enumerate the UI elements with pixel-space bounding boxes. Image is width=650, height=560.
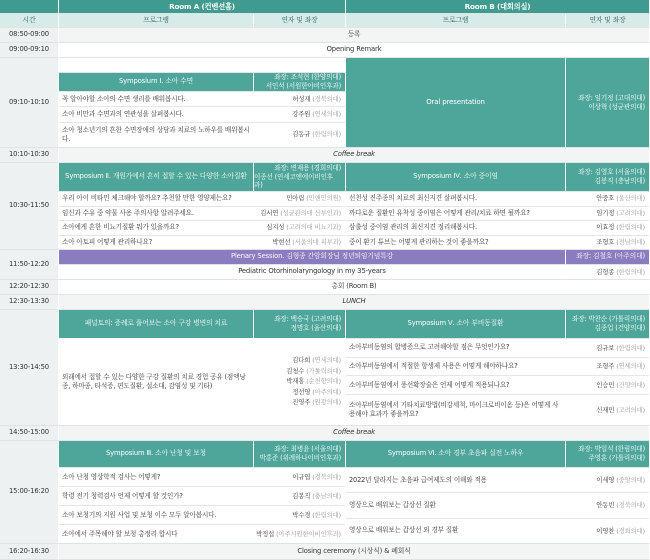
panelist: 박재홍 (순천향의대): [286, 377, 341, 386]
room-a-speaker-header: 연자 및 좌장: [254, 14, 346, 28]
talk-title: 소아에서 주목해야 할 보청 총정리 합시다: [62, 529, 178, 538]
talk-speaker: 안동빈 (경북의대): [596, 501, 645, 510]
chair: 서인석 (서원한아비인후과): [265, 81, 341, 90]
panelists: [254, 338, 345, 425]
talk-row: [59, 524, 345, 543]
talk-speaker: 김서연 (성균관의대 산부인과): [260, 208, 341, 217]
spacer: [59, 58, 346, 73]
time-header-blank: [0, 0, 59, 14]
talk-row: [346, 338, 649, 357]
talk-row: [59, 206, 345, 221]
time-cell: 12:30-13:30: [0, 295, 59, 310]
talk-title: 소아 난청 영상학적 검사는 어떻게?: [62, 472, 161, 481]
time-cell: 11:50-12:20: [0, 250, 59, 280]
talk-speaker: 김규보 (한림의대): [596, 343, 645, 352]
oral-presentation: Oral presentation: [346, 58, 566, 148]
oral-chairs: [566, 58, 650, 148]
chair: 박홍준 (위례하나이비인후과): [259, 454, 341, 462]
coffee-break-row: Coffee break: [59, 148, 650, 163]
time-cell: 14:50-15:00: [0, 426, 59, 441]
session-title: Symposium Ⅴ. 소아 부비동질환: [346, 310, 566, 338]
room-b-header: Room B (대회의실): [346, 0, 650, 14]
session-header: [59, 163, 345, 191]
chair: 좌장: 조석현 (한양의대): [274, 73, 341, 81]
talk-title: 우리 아이 비타민 체크해야 할까요? 추천할 만한 영양제는요?: [62, 194, 232, 203]
talk-title: 영상으로 배워보는 갑상선 질환: [349, 501, 436, 510]
talk-title: 선천성 진주종의 치료의 최신지견 살펴봅시다.: [349, 194, 477, 203]
talk-speaker: 김봉직 (충남의대): [292, 491, 341, 500]
talk-row: [59, 220, 345, 235]
lunch-row: LUNCH: [59, 295, 650, 310]
session-title: Symposium Ⅳ. 소아 중이염: [346, 163, 566, 191]
talk-speaker: 김동규 (한림의대): [292, 130, 341, 139]
session-header: [59, 310, 345, 338]
talk-speaker: 인승민 (건양의대): [596, 380, 645, 389]
plenary-session-title: Plenary Session. 김형종 간암회장님 정년퇴임기념특강: [59, 250, 566, 265]
talk-speaker: 이영찬 (경희의대): [596, 526, 645, 535]
session-header: [346, 441, 649, 467]
chair: 좌장: 백승국 (고려의대): [274, 315, 341, 324]
room-b-speaker-header: 연자 및 좌장: [566, 14, 650, 28]
session-chairs: [254, 310, 345, 338]
opening-remark-row: Opening Remark: [59, 43, 650, 58]
panelist: 정선영 (아주의대): [292, 387, 341, 396]
symposium-4: [346, 163, 650, 250]
talk-title: 소아부비동염의 합병증으로 고려해야할 점은 무엇인가요?: [349, 343, 510, 352]
talk-speaker: 조형주 (연세의대): [596, 362, 645, 371]
talk-row: [346, 492, 649, 517]
chair: 김봉직 (충남의대): [594, 177, 645, 185]
session-header: [59, 73, 345, 91]
talk-row: [59, 122, 345, 147]
symposium-5: [346, 310, 650, 426]
talk-row: [59, 467, 345, 486]
talk-title: 소아에게 흔한 비뇨기질환 뭐가 있을까요?: [62, 223, 179, 232]
time-cell: 16:20-16:30: [0, 544, 59, 560]
talk-speaker: 조형호 (전남의대): [596, 237, 645, 246]
talk-title: 영상으로 배워보는 갑상선 외 경부 질환: [349, 526, 459, 535]
time-cell: 10:30-11:50: [0, 163, 59, 250]
coffee-break-row: Coffee break: [59, 426, 650, 441]
talk-row: [59, 191, 345, 206]
general-meeting-row: 총회 (Room B): [59, 280, 650, 295]
talk-row: [346, 220, 649, 235]
talk-title: 소아 아토피 어떻게 관리하나요?: [62, 237, 153, 246]
talk-row: [346, 235, 649, 250]
symposium-1: [59, 73, 346, 148]
talk-title: 소아부비동염에서 풍선확장술은 언제 어떻게 적용되나요?: [349, 380, 510, 389]
plenary-chair: 좌장: 김철호 (아주의대): [566, 250, 650, 265]
chair: 주영훈 (가톨릭의대): [588, 454, 645, 462]
time-cell: 09:10-10:10: [0, 58, 59, 148]
panelist: 진영주 (원광의대): [292, 398, 341, 407]
talk-title: 중이 환기 튜브는 어떻게 관리하는 것이 좋을까요?: [349, 237, 489, 246]
talk-speaker: 심지성 (고려의대 비뇨기과): [266, 223, 341, 232]
panel-discussion: [59, 310, 346, 426]
talk-title: 소아 비만과 수면과의 연관성을 살펴봅시다.: [62, 109, 184, 118]
chair: 좌장: 박찬순 (가톨릭의대): [571, 315, 645, 324]
time-header: 시간: [0, 14, 59, 28]
panel-description: 외래에서 접할 수 있는 다양한 구강 질환의 치료 경험 공유 (점액낭종, 하마종, 타석증, 편도질환, 설소대, 감염성 및 기타): [62, 372, 246, 390]
talk-speaker: 박수경 (한림의대): [292, 510, 341, 519]
session-chairs: [254, 163, 345, 191]
panelist: 김다희 (연세의대): [292, 356, 341, 365]
session-title: Symposium Ⅰ. 소아 수면: [59, 73, 254, 91]
chair: 좌장: 박일석 (한림의대): [578, 445, 645, 454]
talk-speaker: 안중호 (울산의대): [596, 194, 645, 203]
room-a-program-header: 프로그램: [59, 14, 254, 28]
talk-speaker: 이규엽 (경북의대): [292, 472, 341, 481]
session-chairs: [566, 310, 649, 338]
talk-row: [346, 518, 649, 543]
talk-row: [346, 394, 649, 425]
talk-speaker: 박현선 (서울의대 피부과): [272, 237, 341, 246]
talk-speaker: 허성재 (경북의대): [292, 94, 341, 103]
talk-speaker: 박정섭 (아주시원한이비인후과): [256, 529, 341, 538]
closing-ceremony-row: Closing ceremony (시상식) & 폐회식: [59, 544, 650, 560]
talk-row: [59, 91, 345, 106]
session-title: Symposium Ⅵ. 소아 경부 초음파 실전 노하우: [346, 441, 566, 467]
talk-row: [346, 191, 649, 206]
session-title: Symposium Ⅱ. 개원가에서 흔히 접할 수 있는 다양한 소아질환: [59, 163, 254, 191]
session-chairs: [254, 441, 345, 467]
talk-title: 꼭 알아야할 소아의 수면 생리를 배워봅시다.: [62, 94, 186, 103]
session-chairs: [566, 441, 649, 467]
session-title: Symposium Ⅲ. 소아 난청 및 보청: [59, 441, 254, 467]
symposium-3: [59, 441, 346, 544]
time-cell: 12:20-12:30: [0, 280, 59, 295]
talk-row: [59, 235, 345, 250]
talk-speaker: 이세영 (중앙의대): [596, 475, 645, 484]
chair: 좌장: 김영호 (서울의대): [578, 168, 645, 177]
registration-row: 등록: [59, 28, 650, 43]
chair: 좌장: 임기정 (고대의대): [578, 93, 645, 102]
symposium-2: [59, 163, 346, 250]
time-cell: 08:50-09:00: [0, 28, 59, 43]
talk-speaker: 신재민 (고려의대): [596, 405, 645, 414]
session-title: 패널토의: 증례로 풀어보는 소아 구강 병변의 치료: [59, 310, 254, 338]
chair: 김종업 (건양의대): [594, 324, 645, 332]
talk-row: [346, 375, 649, 394]
talk-title: 까다로운 질환인 유착성 중이염은 어떻게 관리/치료 하면 될까요?: [349, 208, 530, 217]
session-chairs: [566, 163, 649, 191]
time-cell: 13:30-14:50: [0, 310, 59, 426]
session-header: [346, 310, 649, 338]
talk-speaker: 이효정 (한림의대): [596, 223, 645, 232]
session-header: [346, 163, 649, 191]
talk-row: [346, 467, 649, 492]
talk-row: [59, 106, 345, 121]
plenary-talk: Pediatric Otorhinolaryngology in my 35-years: [59, 265, 566, 280]
chair: 이종선 (연세코앤에이비인후과): [254, 172, 334, 190]
talk-row: [59, 505, 345, 524]
chair: 좌장: 최병윤 (서울의대): [274, 445, 341, 454]
chair: 좌장: 변재용 (경희의대): [274, 163, 341, 172]
chair: 이상혁 (성균관의대): [588, 102, 645, 111]
room-b-program-header: 프로그램: [346, 14, 566, 28]
session-chairs: [254, 73, 345, 91]
talk-title: 2022년 달라지는 초음파 급여제도의 이해와 적용: [349, 475, 487, 484]
talk-row: [346, 206, 649, 221]
time-cell: 15:00-16:20: [0, 441, 59, 544]
talk-title: 학령 전기 청력검사 언제 어떻게 할 것인가?: [62, 491, 183, 500]
talk-title: 소아 보청기의 지원 사업 및 보청 이수 모두 알아봅시다.: [62, 510, 217, 519]
talk-title: 삼출성 중이염 관리의 최신지견 정리해봅시다.: [349, 223, 477, 232]
talk-title: 소아부비동염에서 적절한 항생제 사용은 어떻게 해야하나요?: [349, 362, 518, 371]
session-header: [59, 441, 345, 467]
talk-row: [346, 357, 649, 376]
talk-title: 소아 청소년기의 흔한 수면장애의 상담과 치료의 노하우를 배워봅시다.: [62, 125, 250, 143]
panelist: 김청수 (가톨릭의대): [286, 366, 341, 375]
talk-speaker: 민아림 (민앤민의원): [286, 194, 341, 203]
panel-body: [59, 338, 345, 425]
time-cell: 10:10-10:30: [0, 148, 59, 163]
talk-speaker: 임기정 (고려의대): [596, 208, 645, 217]
talk-title: 임신과 수유 중 약물 사용 주의사항 알려주세요.: [62, 208, 194, 217]
talk-title: 소아부비동염에서 기타치료방법(비강세척, 마이크로비이옴 등)은 어떻게 사용해야 효과가 좋을까요?: [349, 401, 559, 418]
talk-row: [59, 486, 345, 505]
chair: 정명호 (울산의대): [290, 324, 341, 332]
room-a-header: Room A (컨벤션홀): [59, 0, 346, 14]
talk-speaker: 강주원 (연세의대): [292, 110, 341, 119]
plenary-speaker: 김형종 (한림의대): [566, 265, 650, 280]
symposium-6: [346, 441, 650, 544]
time-cell: 09:00-09:10: [0, 43, 59, 58]
